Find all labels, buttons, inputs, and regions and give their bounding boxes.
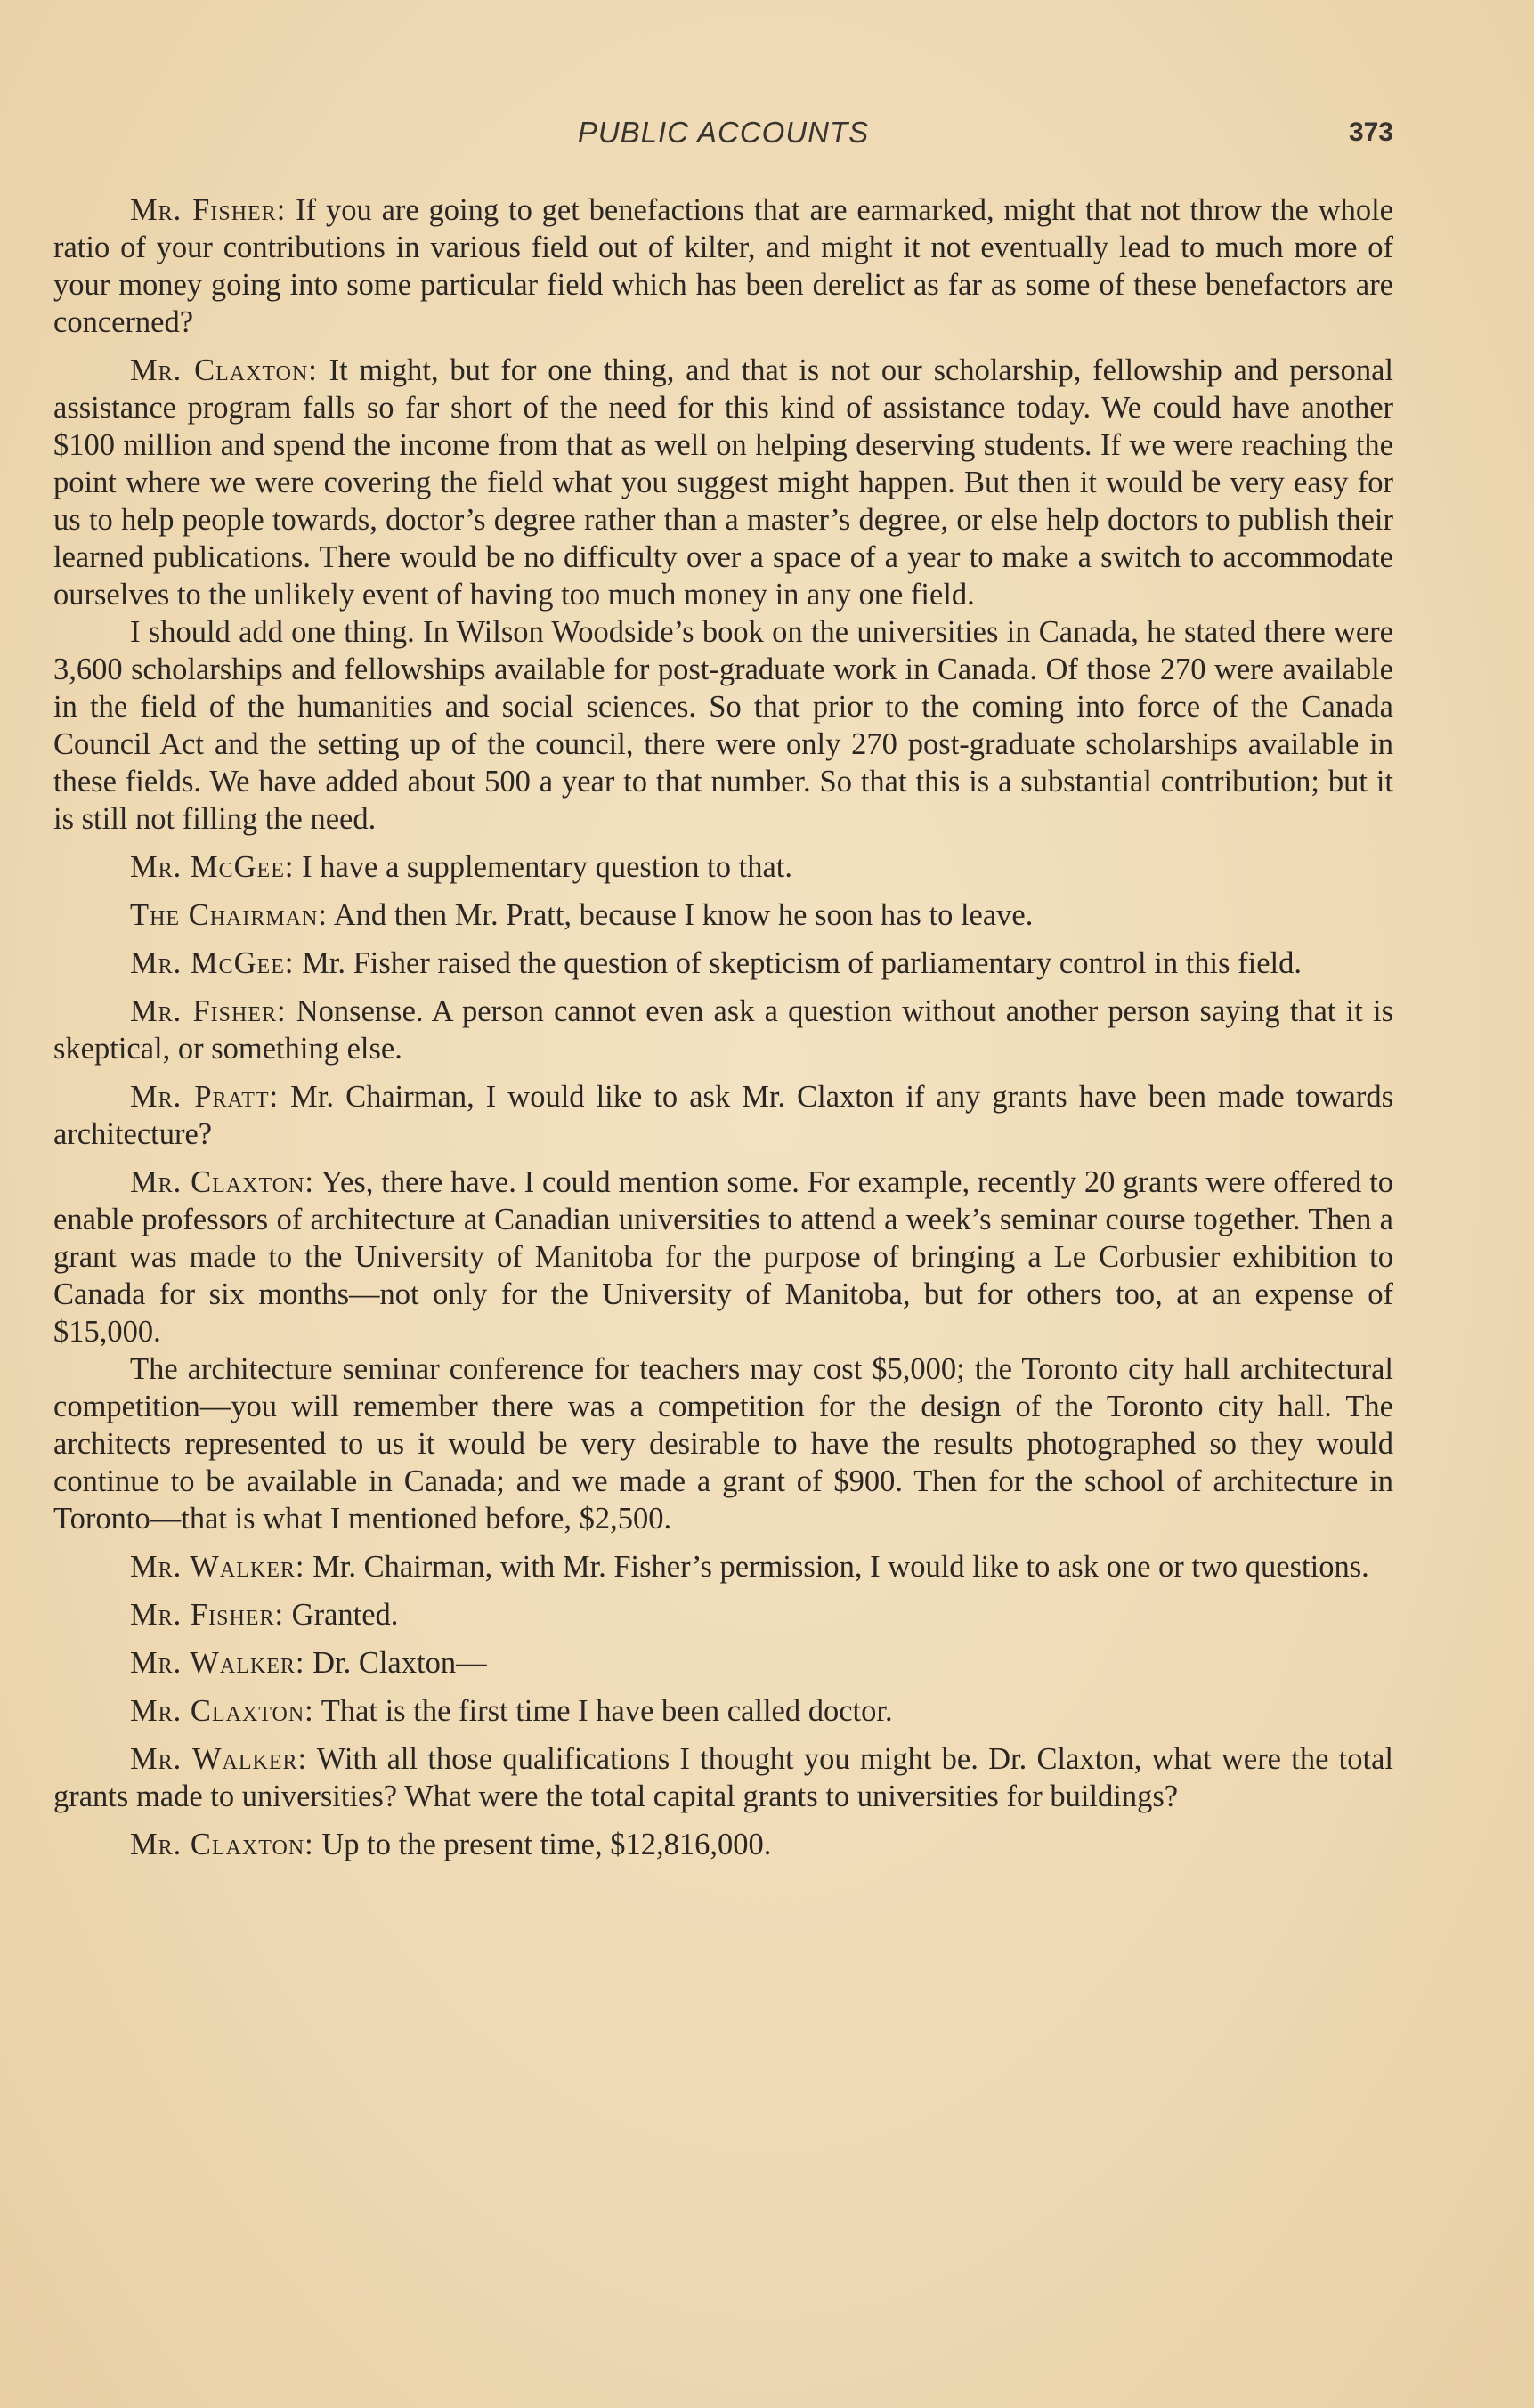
paragraph xyxy=(53,1692,1393,1730)
paragraph xyxy=(53,1826,1393,1863)
paragraph-text: Mr. Chairman, with Mr. Fisher’s permission, I would like to ask one or two questions. xyxy=(304,1550,1369,1584)
paragraph-text: I should add one thing. In Wilson Woodside’s book on the universities in Canada, he stated there were 3,600 scholarships and fellowships available for post-graduate work in Canada. Of those 270 were available in the field of the humanities and social sciences. So that prior to the coming into force of the Canada Council Act and the setting up of the council, there were only 270 post-graduate scholarships available in these fields. We have added about 500 a year to that number. So that this is a substantial contribution; but it is still not filling the need. xyxy=(53,615,1393,836)
paragraph-text: It might, but for one thing, and that is not our scholarship, fellowship and personal assistance program falls so far short of the need for this kind of assistance today. We could have another $100 million and spend the income from that as well on helping deserving students. If we were reaching the point where we were covering the field what you suggest might happen. But then it would be very easy for us to help people towards, doctor’s degree rather than a master’s degree, or else help doctors to publish their learned publications. There would be no difficulty over a space of a year to make a switch to accommodate ourselves to the unlikely event of having too much money in any one field. xyxy=(53,353,1393,612)
speaker-label: Mr. Claxton: xyxy=(130,353,318,387)
paragraph-text: Dr. Claxton— xyxy=(304,1646,487,1680)
paragraph xyxy=(53,945,1393,982)
paragraph xyxy=(53,1548,1393,1585)
paragraph-text: Mr. Chairman, I would like to ask Mr. Claxton if any grants have been made towards architecture? xyxy=(53,1080,1393,1151)
paragraph-text: With all those qualifications I thought you might be. Dr. Claxton, what were the total grants made to universities? What were the total capital grants to universities for buildings? xyxy=(53,1742,1393,1813)
speaker-label: Mr. Claxton: xyxy=(130,1165,314,1199)
paragraph-text: I have a supplementary question to that. xyxy=(294,850,792,884)
page-header xyxy=(53,116,1393,160)
running-title: PUBLIC ACCOUNTS xyxy=(577,116,870,149)
paragraph xyxy=(53,1350,1393,1537)
paragraph-text: And then Mr. Pratt, because I know he soon has to leave. xyxy=(327,898,1034,932)
paragraph-text: The architecture seminar conference for teachers may cost $5,000; the Toronto city hall architectural competition—you will remember there was a competition for the design of the Toronto city hall. The architects represented to us it would be very desirable to have the results photographed so they would continue to be available in Canada; and we made a grant of $900. Then for the school of architecture in Toronto—that is what I mentioned before, $2,500. xyxy=(53,1352,1393,1536)
speaker-label: Mr. McGee: xyxy=(130,946,295,980)
paragraph xyxy=(53,993,1393,1067)
paragraph xyxy=(53,1596,1393,1634)
paragraph xyxy=(53,191,1393,341)
speaker-label: Mr. Walker: xyxy=(130,1550,305,1584)
paragraph-text: Nonsense. A person cannot even ask a question without another person saying that it is skeptical, or something else. xyxy=(53,994,1393,1066)
speaker-label: Mr. Pratt: xyxy=(130,1080,280,1114)
speaker-label: Mr. McGee: xyxy=(130,850,295,884)
paragraph xyxy=(53,1644,1393,1682)
paragraph-text: Mr. Fisher raised the question of skepticism of parliamentary control in this field. xyxy=(294,946,1303,980)
paragraph xyxy=(53,848,1393,886)
paragraph xyxy=(53,1163,1393,1350)
paragraph xyxy=(53,613,1393,838)
speaker-label: Mr. Walker: xyxy=(130,1742,308,1776)
paragraph xyxy=(53,1740,1393,1815)
speaker-label: Mr. Claxton: xyxy=(130,1828,314,1861)
paragraph-text: That is the first time I have been called doctor. xyxy=(313,1694,893,1728)
paragraph xyxy=(53,352,1393,613)
speaker-label: Mr. Fisher: xyxy=(130,994,287,1028)
speaker-label: Mr. Fisher: xyxy=(130,1598,285,1632)
paragraph-text: Up to the present time, $12,816,000. xyxy=(313,1828,772,1861)
paragraph-text: Yes, there have. I could mention some. For example, recently 20 grants were offered to enable professors of architecture at Canadian universities to attend a week’s seminar course together. Then a grant was made to the University of Manitoba for the purpose of bringing a Le Corbusier exhibition to Canada for six months—not only for the University of Manitoba, but for others too, at an expense of $15,000. xyxy=(53,1165,1393,1349)
speaker-label: Mr. Claxton: xyxy=(130,1694,314,1728)
speaker-label: Mr. Fisher: xyxy=(130,193,287,227)
paragraph-text: Granted. xyxy=(284,1598,399,1632)
paragraph xyxy=(53,1078,1393,1153)
speaker-label: Mr. Walker: xyxy=(130,1646,305,1680)
transcript-body xyxy=(53,191,1393,1874)
speaker-label: The Chairman: xyxy=(130,898,328,932)
page-number: 373 xyxy=(1348,118,1393,147)
paragraph xyxy=(53,896,1393,934)
paragraph-text: If you are going to get benefactions that are earmarked, might that not throw the whole ratio of your contributions in various field out of kilter, and might it not eventually lead to much more of your money going into some particular field which has been derelict as far as some of these benefactors are concerned? xyxy=(53,193,1393,339)
